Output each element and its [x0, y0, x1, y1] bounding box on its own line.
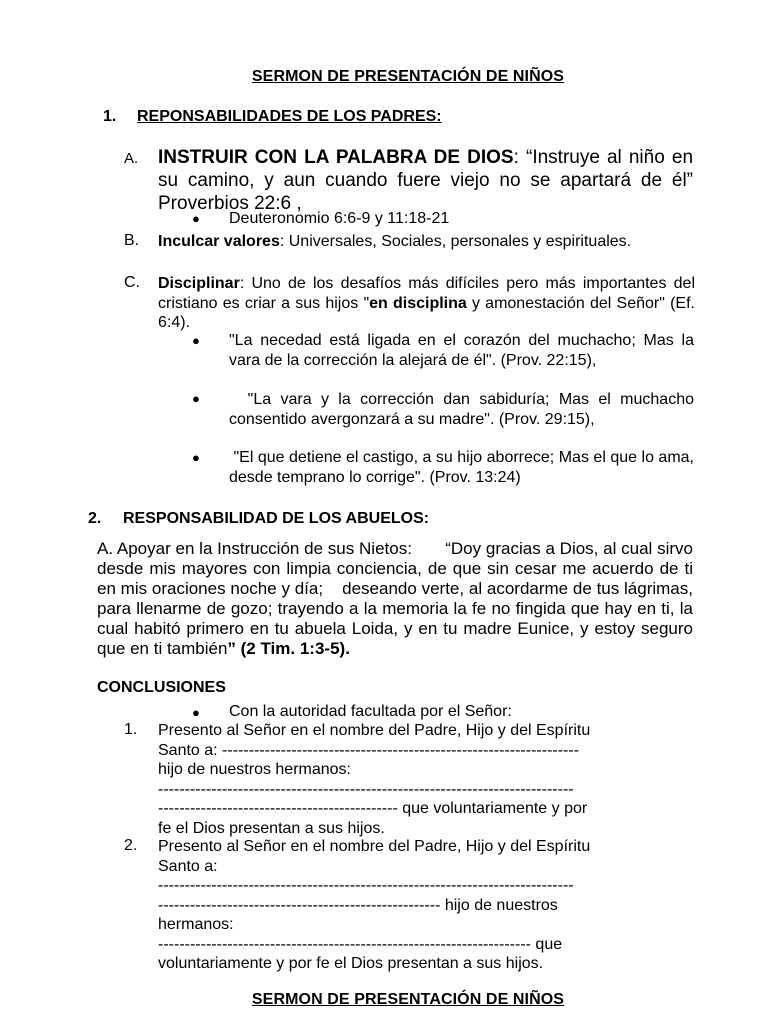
conclusion-1-line: Presento al Señor en el nombre del Padre, Hijo y del Espíritu: [158, 722, 591, 739]
item-b-marker: B.: [124, 232, 140, 249]
conclusion-2-line: hermanos:: [158, 916, 234, 933]
item-c-text: [158, 274, 695, 333]
item-b-bold: Inculcar valores: [158, 233, 280, 250]
conclusion-1-line: Santo a: -------------------------------------------------------------------: [158, 741, 580, 759]
conclusion-2-line: Santo a:: [158, 857, 218, 875]
item-a-bullet-1: Deuteronomio 6:6-9 y 11:18-21: [229, 210, 450, 227]
bullet-icon: ●: [192, 333, 200, 348]
item-a-marker: A.: [124, 150, 139, 167]
item-b-body: : Universales, Sociales, personales y espirituales.: [279, 233, 632, 250]
conclusion-1-line: ------------------------------------------------------------------------------: [158, 780, 574, 798]
page-title: SERMON DE PRESENTACIÓN DE NIÑOS: [251, 68, 565, 85]
item-c-bullet-2: "La vara y la corrección dan sabiduría; Mas el muchacho consentido avergonzará a su madre". (Prov. 29:15),: [229, 391, 699, 428]
section-1-title: REPONSABILIDADES DE LOS PADRES:: [137, 108, 442, 125]
conclusion-2-line: Presento al Señor en el nombre del Padre, Hijo y del Espíritu: [158, 838, 591, 855]
item-c-bullet-1: "La necedad está ligada en el corazón del muchacho; Mas la vara de la corrección la alejará de él". (Prov. 22:15),: [229, 332, 699, 369]
item-c-bold-inline: en disciplina: [369, 294, 467, 312]
section-2-citation: ” (2 Tim. 1:3-5).: [227, 639, 350, 658]
conclusion-2-marker: 2.: [124, 837, 138, 854]
bullet-icon: ●: [192, 211, 200, 226]
item-a-text: [158, 146, 693, 215]
bullet-icon: ●: [192, 450, 200, 465]
bullet-icon: ●: [192, 391, 200, 406]
conclusion-2-line: voluntariamente y por fe el Dios presentan a sus hijos.: [158, 955, 544, 972]
conclusion-1-text: [158, 721, 693, 838]
conclusion-1-line: hijo de nuestros hermanos:: [158, 761, 351, 778]
conclusion-2-line: ------------------------------------------------------------------------------: [158, 877, 574, 894]
section-2-number: 2.: [88, 510, 102, 527]
item-a-bold: INSTRUIR CON LA PALABRA DE DIOS: [158, 147, 514, 168]
section-2-paragraph: [97, 539, 698, 659]
item-c-bullet-3: "El que detiene el castigo, a su hijo aborrece; Mas el que lo ama, desde temprano lo corrige". (Prov. 13:24): [229, 449, 699, 486]
bullet-icon: ●: [192, 705, 200, 720]
item-c-bold: Disciplinar: [158, 275, 240, 292]
section-1-number: 1.: [103, 108, 117, 125]
item-c-marker: C.: [124, 274, 140, 291]
conclusion-2-line: ---------------------------------------------------------------------- que: [158, 935, 563, 953]
conclusion-1-marker: 1.: [124, 721, 138, 738]
conclusions-heading: CONCLUSIONES: [97, 679, 226, 696]
section-2-title: RESPONSABILIDAD DE LOS ABUELOS:: [123, 510, 430, 527]
conclusion-2-text: [158, 837, 693, 974]
item-b-text: [158, 232, 693, 252]
item-a-body: : “Instruye al niño en su camino, y aun cuando fuere viejo no se apartará de él” Proverbios 22:6 ,: [158, 147, 694, 214]
conclusions-bullet: Con la autoridad facultada por el Señor:: [229, 703, 512, 720]
section-1-heading: [103, 108, 442, 126]
section-2-heading: [88, 510, 429, 528]
section-2-body: A. Apoyar en la Instrucción de sus Nietos: “Doy gracias a Dios, al cual sirvo desde mis mayores con limpia conciencia, de que sin cesar me acuerdo de ti en mis oraciones noche y día; deseando verte, al acordarme de tus lágrimas, para llenarme de gozo; trayendo a la memoria la fe no fingida que hay en ti, la cual habitó primero en tu abuela Loida, y en tu madre Eunice, y estoy seguro que en ti también: [97, 539, 698, 658]
conclusion-2-line: ----------------------------------------------------- hijo de nuestros: [158, 896, 558, 914]
item-c-body-1: : Uno de los desafíos más difíciles pero más importantes del cristiano es criar a sus hijos ": [158, 275, 695, 312]
conclusion-1-line: --------------------------------------------- que voluntariamente y por: [158, 800, 588, 817]
item-c-body-2: y amonestación del Señor" (Ef. 6:4).: [158, 294, 695, 331]
page-title-repeat: SERMON DE PRESENTACIÓN DE NIÑOS: [251, 991, 565, 1008]
conclusion-1-line: fe el Dios presentan a sus hijos.: [158, 819, 385, 837]
